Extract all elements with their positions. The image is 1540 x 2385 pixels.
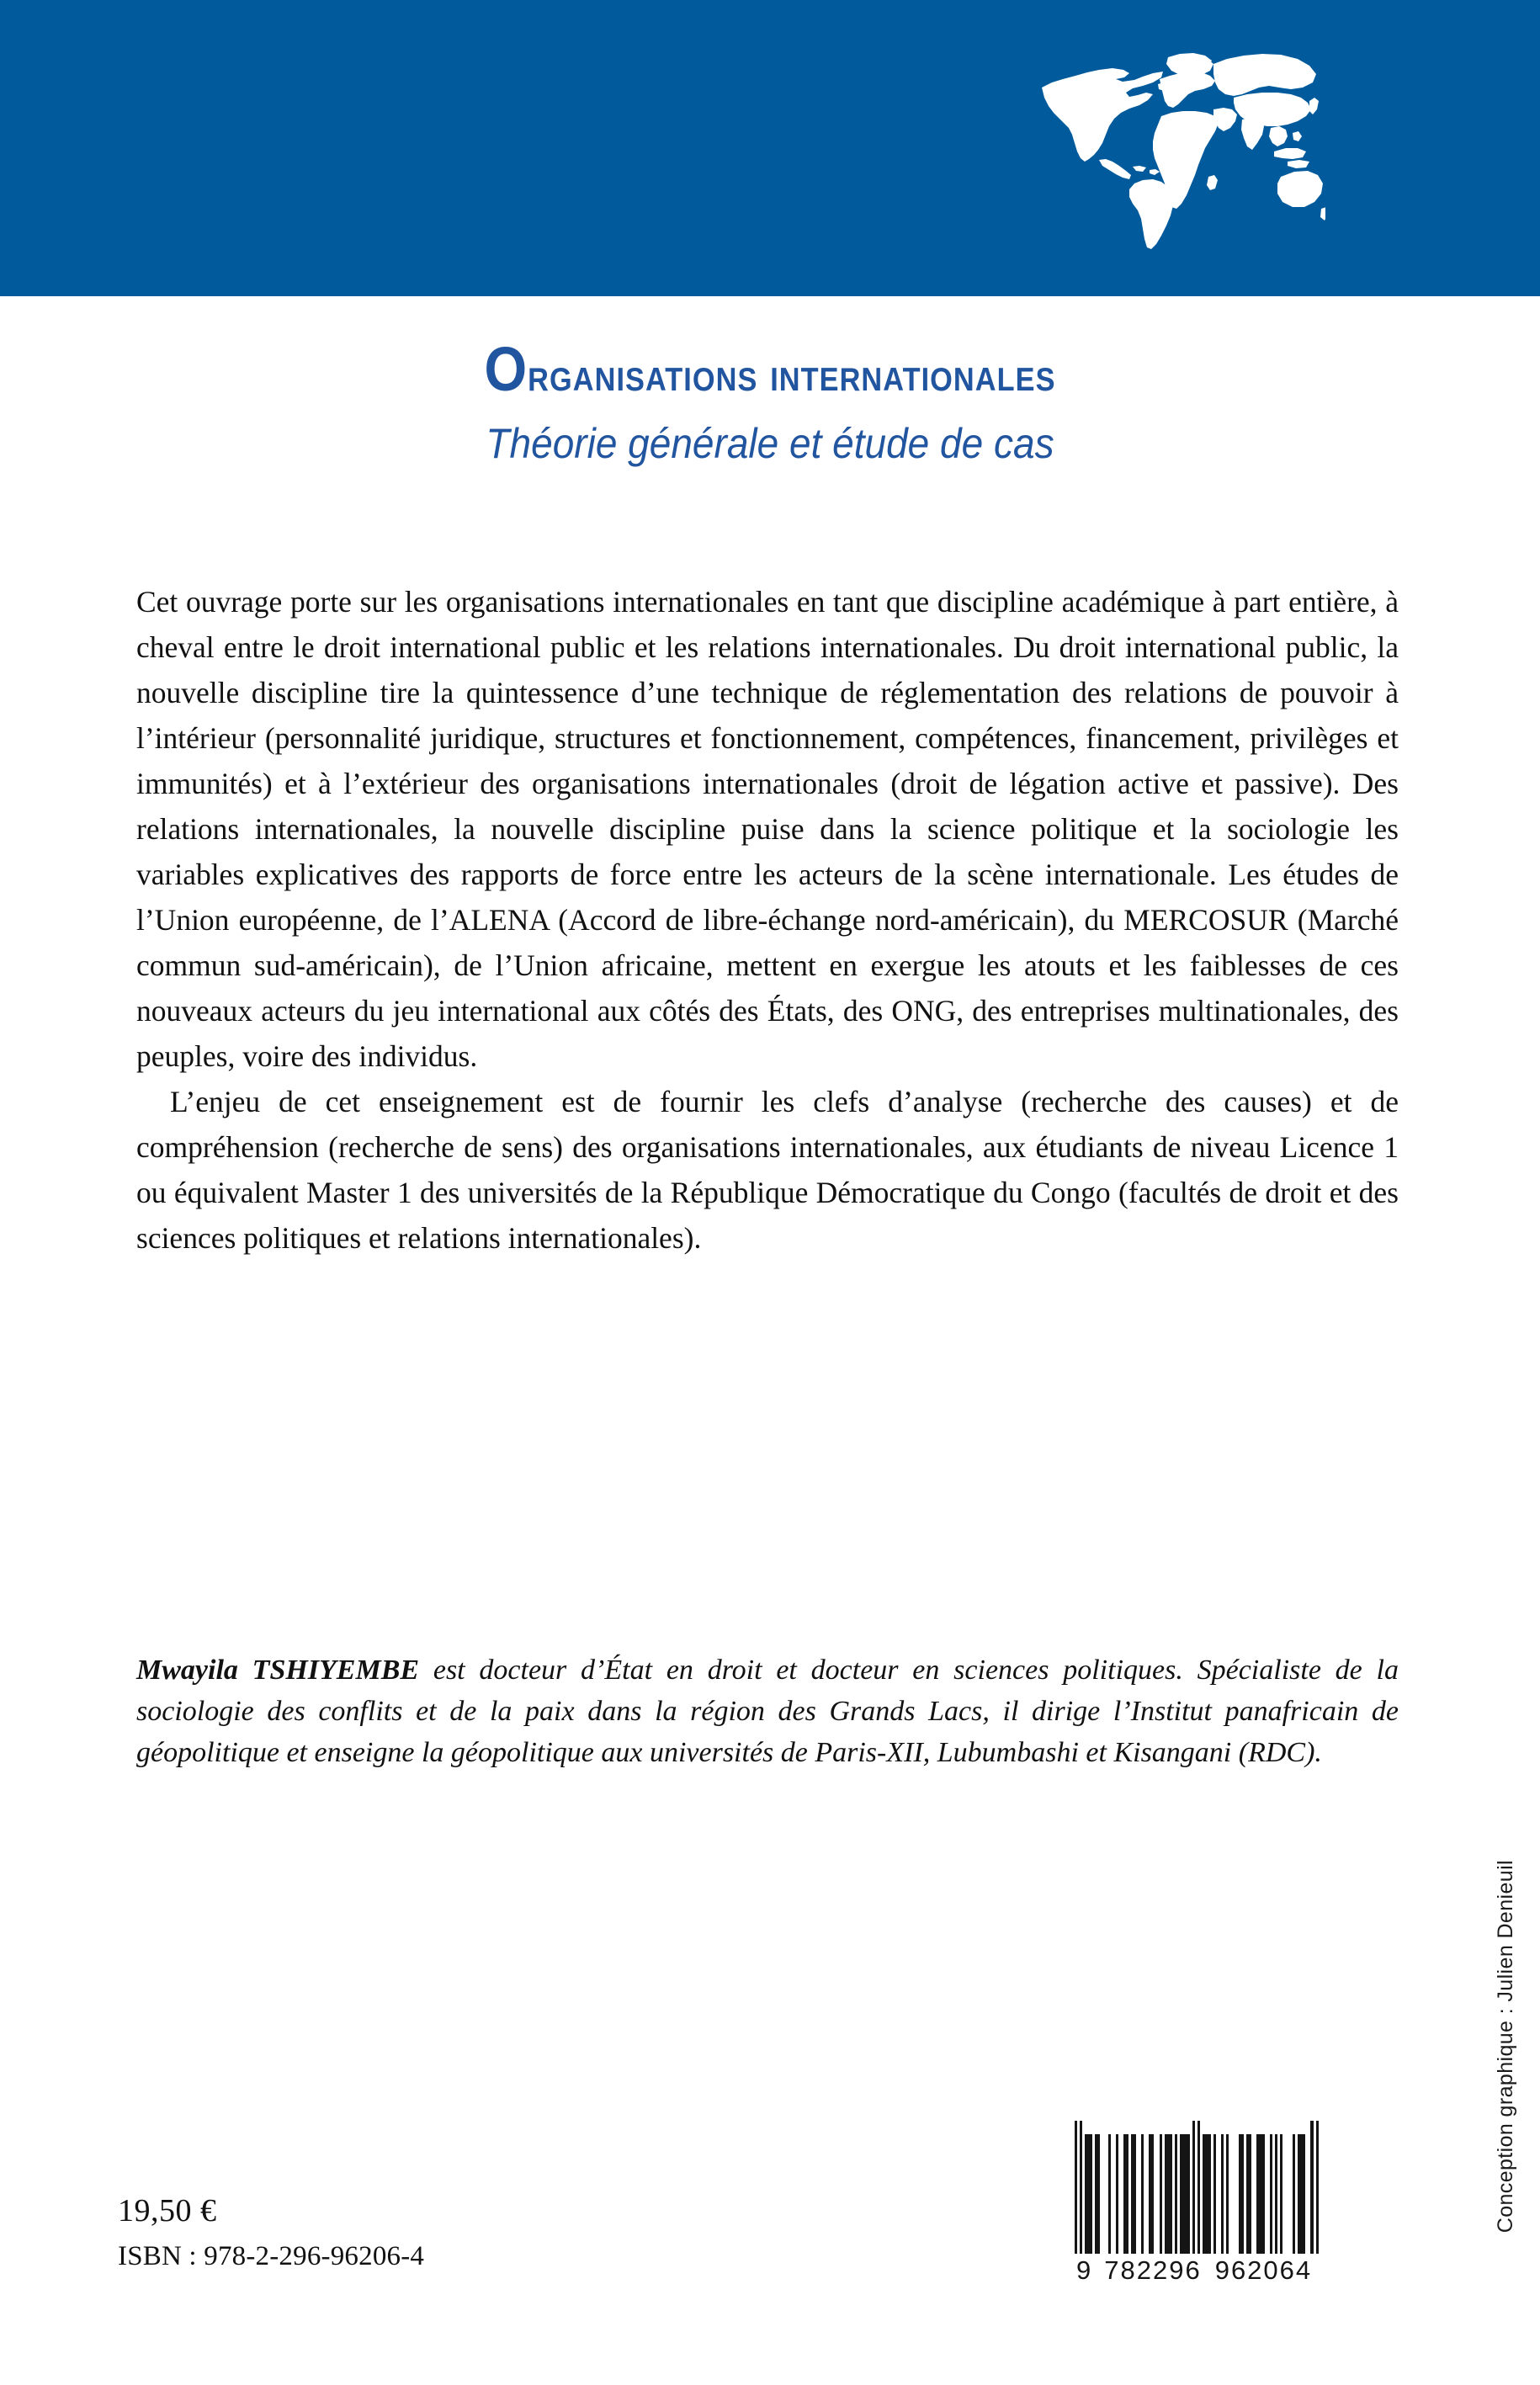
barcode-bar xyxy=(1203,2134,1210,2254)
title-rest: rganisations internationales xyxy=(528,348,1056,401)
barcode-digits xyxy=(1075,2255,1319,2286)
barcode-bar xyxy=(1100,2134,1107,2254)
isbn-barcode xyxy=(1075,2134,1319,2286)
barcode-bar xyxy=(1085,2134,1092,2254)
title-block xyxy=(0,334,1540,467)
price-label: 19,50 € xyxy=(118,2193,217,2228)
author-bio-section xyxy=(136,1649,1399,1773)
author-name: Mwayila TSHIYEMBE xyxy=(136,1655,420,1686)
barcode-bar xyxy=(1256,2134,1264,2254)
barcode-bar xyxy=(1229,2134,1239,2254)
barcode-bars xyxy=(1075,2134,1319,2254)
isbn-label: ISBN : 978-2-296-96206-4 xyxy=(118,2241,425,2271)
blurb-section xyxy=(136,579,1399,1261)
barcode-bar xyxy=(1316,2121,1319,2254)
page-title xyxy=(93,334,1447,404)
barcode-digit-lead: 9 xyxy=(1076,2255,1093,2285)
author-bio-text: est docteur d’État en droit et docteur en sciences politiques. Spécialiste de la sociologie des conflits et de la paix dans la région des Grands Lacs, il dirige l’Institut panafricain de géopolitique et enseigne la géopolitique aux universités de Paris-XII, Lubumbashi et Kisangani (RDC). xyxy=(136,1655,1399,1768)
header-band xyxy=(0,0,1540,296)
barcode-bar xyxy=(1298,2134,1305,2254)
barcode-digit-group-1: 782296 xyxy=(1104,2255,1202,2285)
barcode-digit-group-2: 962064 xyxy=(1214,2255,1313,2285)
blurb-paragraph-1: Cet ouvrage porte sur les organisations internationales en tant que discipline académique à part entière, à cheval entre le droit international public et les relations internationales. Du droit international public, la nouvelle discipline tire la quintessence d’une technique de réglementation des relations de pouvoir à l’intérieur (personnalité juridique, structures et fonctionnement, compétences, financement, privilèges et immunités) et à l’extérieur des organisations internationales (droit de légation active et passive). Des relations internationales, la nouvelle discipline puise dans la science politique et la sociologie les variables explicatives des rapports de force entre les acteurs de la scène internationale. Les études de l’Union européenne, de l’ALENA (Accord de libre-échange nord-américain), du MERCOSUR (Marché commun sud-américain), de l’Union africaine, mettent en exergue les atouts et les faiblesses de ces nouveaux acteurs du jeu international aux côtés des États, des ONG, des entreprises multinationales, des peuples, voire des individus. xyxy=(136,585,1399,1073)
barcode-bar xyxy=(1180,2134,1190,2254)
author-bio xyxy=(136,1649,1399,1773)
world-map-icon xyxy=(1035,35,1325,250)
barcode-bar xyxy=(1282,2134,1293,2254)
page-subtitle: Théorie générale et étude de cas xyxy=(486,419,1054,467)
blurb-paragraph-2: L’enjeu de cet enseignement est de fournir les clefs d’analyse (recherche des causes) et de compréhension (recherche de sens) des organisations internationales, aux étudiants de niveau Licence 1 ou équivalent Master 1 des universités de la République Démocratique du Congo (facultés de droit et des sciences politiques et relations internationales). xyxy=(136,1085,1399,1255)
title-first-letter: O xyxy=(484,334,528,404)
barcode-bar xyxy=(1165,2134,1172,2254)
footer-info xyxy=(118,2192,424,2272)
graphic-design-credit: Conception graphique : Julien Denieuil xyxy=(1494,1860,1517,2234)
